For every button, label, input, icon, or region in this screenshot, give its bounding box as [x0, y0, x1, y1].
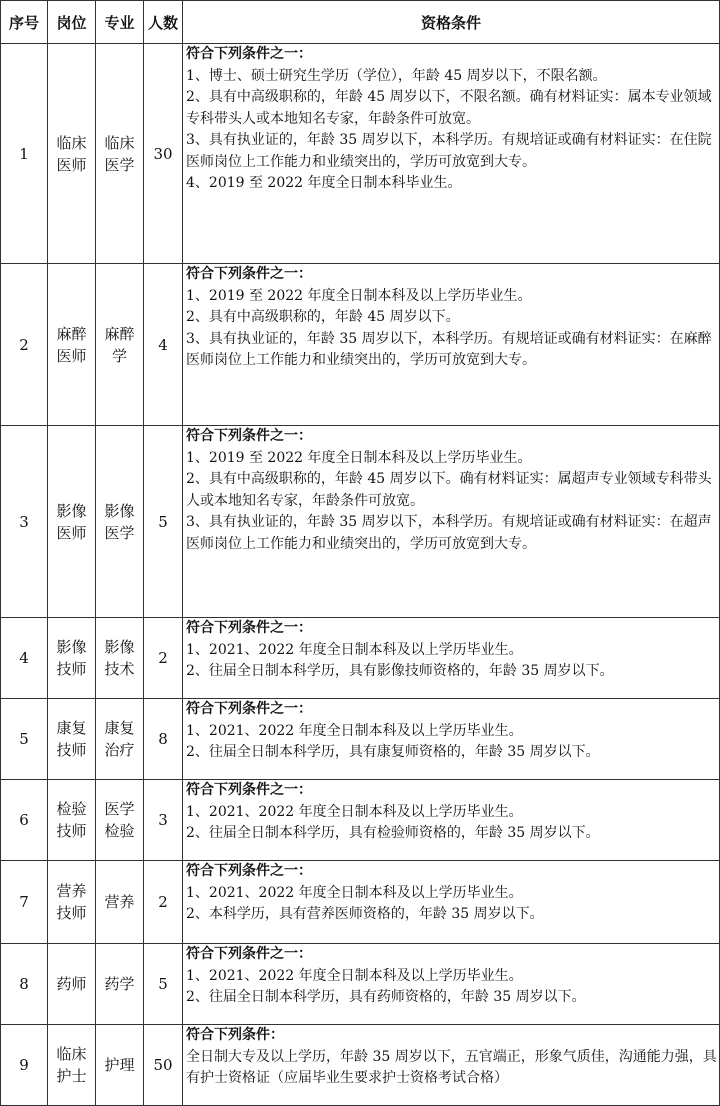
conditions-heading: 符合下列条件：	[186, 1027, 284, 1043]
table-row	[1, 861, 720, 944]
conditions-heading: 符合下列条件之一：	[186, 946, 312, 962]
conditions-cell	[183, 861, 720, 944]
major-cell: 影像技术	[96, 618, 144, 699]
row-number: 9	[1, 1025, 48, 1106]
condition-item: 1、2021、2022 年度全日制本科及以上学历毕业生。	[186, 803, 523, 820]
conditions-cell	[183, 1025, 720, 1106]
conditions-heading: 符合下列条件之一：	[186, 620, 312, 636]
count-cell: 5	[144, 426, 183, 618]
count-cell: 2	[144, 618, 183, 699]
condition-item: 2、往届全日制本科学历，具有检验师资格的，年龄 35 周岁以下。	[186, 825, 600, 841]
row-number: 6	[1, 780, 48, 861]
major-cell: 营养	[96, 861, 144, 944]
header-num: 序号	[1, 1, 48, 44]
conditions-heading: 符合下列条件之一：	[186, 428, 312, 444]
condition-item: 3、具有执业证的，年龄 35 周岁以下，本科学历。有规培证或确有材料证实：在麻醉医师岗位上工作能力和业绩突出的，学历可放宽到大专。	[186, 330, 712, 368]
condition-item: 2、具有中高级职称的，年龄 45 周岁以下。	[186, 309, 460, 325]
condition-item: 1、2021、2022 年度全日制本科及以上学历毕业生。	[186, 722, 523, 739]
row-number: 8	[1, 944, 48, 1025]
position-cell: 康复技师	[48, 699, 96, 780]
condition-item: 3、具有执业证的，年龄 35 周岁以下，本科学历。有规培证或确有材料证实：在超声医师岗位上工作能力和业绩突出的，学历可放宽到大专。	[186, 514, 712, 552]
table-row	[1, 780, 720, 861]
position-cell: 临床护士	[48, 1025, 96, 1106]
table-body	[1, 44, 720, 1106]
condition-item: 2、具有中高级职称的，年龄 45 周岁以下，不限名额。确有材料证实：属本专业领域专科带头人或本地知名专家，年龄条件可放宽。	[186, 89, 712, 127]
condition-item: 3、具有执业证的，年龄 35 周岁以下，本科学历。有规培证或确有材料证实：在住院医师岗位上工作能力和业绩突出的，学历可放宽到大专。	[186, 132, 712, 170]
condition-item: 1、博士、硕士研究生学历（学位），年龄 45 周岁以下，不限名额。	[186, 67, 607, 84]
condition-item: 2、往届全日制本科学历，具有康复师资格的，年龄 35 周岁以下。	[186, 744, 600, 760]
header-major: 专业	[96, 1, 144, 44]
condition-item: 全日制大专及以上学历，年龄 35 周岁以下，五官端正，形象气质佳，沟通能力强，具有护士资格证（应届毕业生要求护士资格考试合格）	[186, 1048, 717, 1086]
conditions-cell	[183, 780, 720, 861]
row-number: 7	[1, 861, 48, 944]
conditions-cell	[183, 944, 720, 1025]
condition-item: 1、2021、2022 年度全日制本科及以上学历毕业生。	[186, 967, 523, 984]
major-cell: 护理	[96, 1025, 144, 1106]
conditions-cell	[183, 426, 720, 618]
count-cell: 5	[144, 944, 183, 1025]
position-cell: 影像技师	[48, 618, 96, 699]
count-cell: 50	[144, 1025, 183, 1106]
table-row	[1, 944, 720, 1025]
table-row	[1, 426, 720, 618]
condition-item: 2、具有中高级职称的，年龄 45 周岁以下。确有材料证实：属超声专业领域专科带头人或本地知名专家，年龄条件可放宽。	[186, 471, 712, 509]
count-cell: 8	[144, 699, 183, 780]
major-cell: 医学检验	[96, 780, 144, 861]
conditions-heading: 符合下列条件之一：	[186, 782, 312, 798]
table-row	[1, 264, 720, 426]
position-cell: 影像医师	[48, 426, 96, 618]
header-row	[1, 1, 720, 44]
position-cell: 药师	[48, 944, 96, 1025]
row-number: 2	[1, 264, 48, 426]
header-count: 人数	[144, 1, 183, 44]
conditions-cell	[183, 618, 720, 699]
count-cell: 3	[144, 780, 183, 861]
header-position: 岗位	[48, 1, 96, 44]
condition-item: 1、2021、2022 年度全日制本科及以上学历毕业生。	[186, 884, 523, 901]
conditions-cell	[183, 699, 720, 780]
major-cell: 康复治疗	[96, 699, 144, 780]
conditions-heading: 符合下列条件之一：	[186, 266, 312, 282]
position-cell: 营养技师	[48, 861, 96, 944]
condition-item: 1、2019 至 2022 年度全日制本科及以上学历毕业生。	[186, 449, 532, 466]
position-cell: 检验技师	[48, 780, 96, 861]
major-cell: 麻醉学	[96, 264, 144, 426]
position-cell: 临床医师	[48, 44, 96, 264]
count-cell: 4	[144, 264, 183, 426]
conditions-heading: 符合下列条件之一：	[186, 46, 312, 62]
condition-item: 1、2021、2022 年度全日制本科及以上学历毕业生。	[186, 641, 523, 658]
condition-item: 2、往届全日制本科学历，具有影像技师资格的，年龄 35 周岁以下。	[186, 663, 614, 679]
table-row	[1, 1025, 720, 1106]
conditions-cell	[183, 44, 720, 264]
condition-item: 2、往届全日制本科学历，具有药师资格的，年龄 35 周岁以下。	[186, 989, 586, 1005]
major-cell: 临床医学	[96, 44, 144, 264]
table-row	[1, 699, 720, 780]
row-number: 1	[1, 44, 48, 264]
conditions-heading: 符合下列条件之一：	[186, 701, 312, 717]
major-cell: 影像医学	[96, 426, 144, 618]
count-cell: 2	[144, 861, 183, 944]
row-number: 5	[1, 699, 48, 780]
table-row	[1, 44, 720, 264]
row-number: 3	[1, 426, 48, 618]
table-row	[1, 618, 720, 699]
row-number: 4	[1, 618, 48, 699]
position-cell: 麻醉医师	[48, 264, 96, 426]
condition-item: 2、本科学历，具有营养医师资格的，年龄 35 周岁以下。	[186, 906, 544, 922]
condition-item: 4、2019 至 2022 年度全日制本科毕业生。	[186, 175, 462, 191]
conditions-cell	[183, 264, 720, 426]
major-cell: 药学	[96, 944, 144, 1025]
conditions-heading: 符合下列条件之一：	[186, 863, 312, 879]
condition-item: 1、2019 至 2022 年度全日制本科及以上学历毕业生。	[186, 287, 532, 304]
header-conditions: 资格条件	[183, 1, 720, 44]
count-cell: 30	[144, 44, 183, 264]
